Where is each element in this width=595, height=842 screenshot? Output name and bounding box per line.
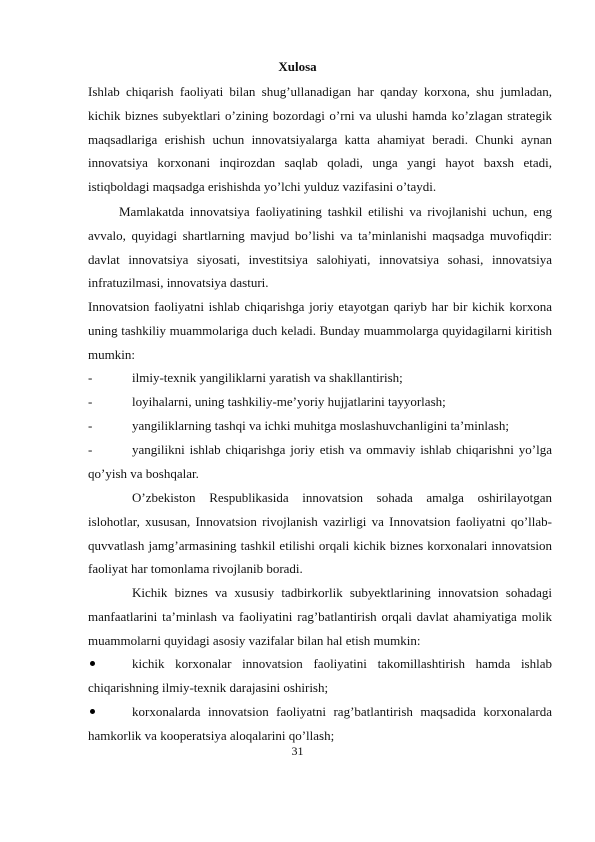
list-item <box>88 438 552 486</box>
paragraph-conditions: Mamlakatda innovatsiya faoliyatining tashkil etilishi va rivojlanishi uchun, eng avvalo, quyidagi shartlarning mavjud bo’lishi va ta’minlanishi maqsadga muvofiqdir: davlat innovatsiya siyosati, investitsiya salohiyati, innovatsiya sohasi, innovatsiya infratuzilmasi, innovatsiya dasturi. <box>88 204 552 291</box>
bullet-icon <box>90 661 95 666</box>
section-title: Xulosa <box>278 59 317 74</box>
dash-marker: - <box>88 442 93 457</box>
bullet-item <box>88 700 552 748</box>
list-item <box>88 366 552 390</box>
bullet-icon <box>90 709 95 714</box>
bullet-item-text: korxonalarda innovatsion faoliyatni rag’batlantirish maqsadida korxonalarda hamkorlik va kooperatsiya aloqalarini qo’llash; <box>88 704 552 743</box>
list-item-text: yangiliklarning tashqi va ichki muhitga moslashuvchanligini ta’minlash; <box>132 418 509 433</box>
list-item-text: ilmiy-texnik yangiliklarni yaratish va shakllantirish; <box>132 370 403 385</box>
dash-marker: - <box>88 394 93 409</box>
dash-marker: - <box>88 370 93 385</box>
list-item-text: yangilikni ishlab chiqarishga joriy etish va ommaviy ishlab chiqarishni yo’lga qo’yish va boshqalar. <box>88 442 552 481</box>
paragraph-problems: Innovatsion faoliyatni ishlab chiqarishga joriy etayotgan qariyb har bir kichik korxona uning tashkiliy muammolariga duch keladi. Bunday muammolarga quyidagilarni kiritish mumkin: <box>88 299 552 362</box>
list-item <box>88 390 552 414</box>
paragraph-reforms: O’zbekiston Respublikasida innovatsion sohada amalga oshirilayotgan islohotlar, xususan, Innovatsion rivojlanish vazirligi va Innovatsion faoliyatni qo’llab-quvvatlash jamg’armasining tashkil etilishi orqali kichik biznes korxonalari innovatsion faoliyat har tomonlama rivojlanib boradi. <box>88 490 552 577</box>
bullet-item <box>88 652 552 700</box>
list-item-text: loyihalarni, uning tashkiliy-me’yoriy hujjatlarini tayyorlash; <box>132 394 446 409</box>
paragraph-tasks: Kichik biznes va xususiy tadbirkorlik subyektlarining innovatsion sohadagi manfaatlarini ta’minlash va faoliyatini rag’batlantirish orqali davlat ahamiyatiga molik muammolarni quyidagi asosiy vazifalar bilan hal etish mumkin: <box>88 585 552 648</box>
bullet-item-text: kichik korxonalar innovatsion faoliyatini takomillashtirish hamda ishlab chiqarishning ilmiy-texnik darajasini oshirish; <box>88 656 552 695</box>
page-number: 31 <box>291 744 304 758</box>
paragraph-intro: Ishlab chiqarish faoliyati bilan shug’ullanadigan har qanday korxona, shu jumladan, kichik biznes subyektlari o’zining bozordagi o’rni va ulushi hamda ko’zlagan strategik maqsadlariga erishish uchun innovatsiyalarga katta ahamiyat beradi. Chunki aynan innovatsiya korxonani inqirozdan saqlab qoladi, unga yangi hayot baxsh etadi, istiqboldagi maqsadga erishishda yo’lchi yulduz vazifasini o’taydi. <box>88 84 552 195</box>
list-item <box>88 414 552 438</box>
dash-marker: - <box>88 418 93 433</box>
